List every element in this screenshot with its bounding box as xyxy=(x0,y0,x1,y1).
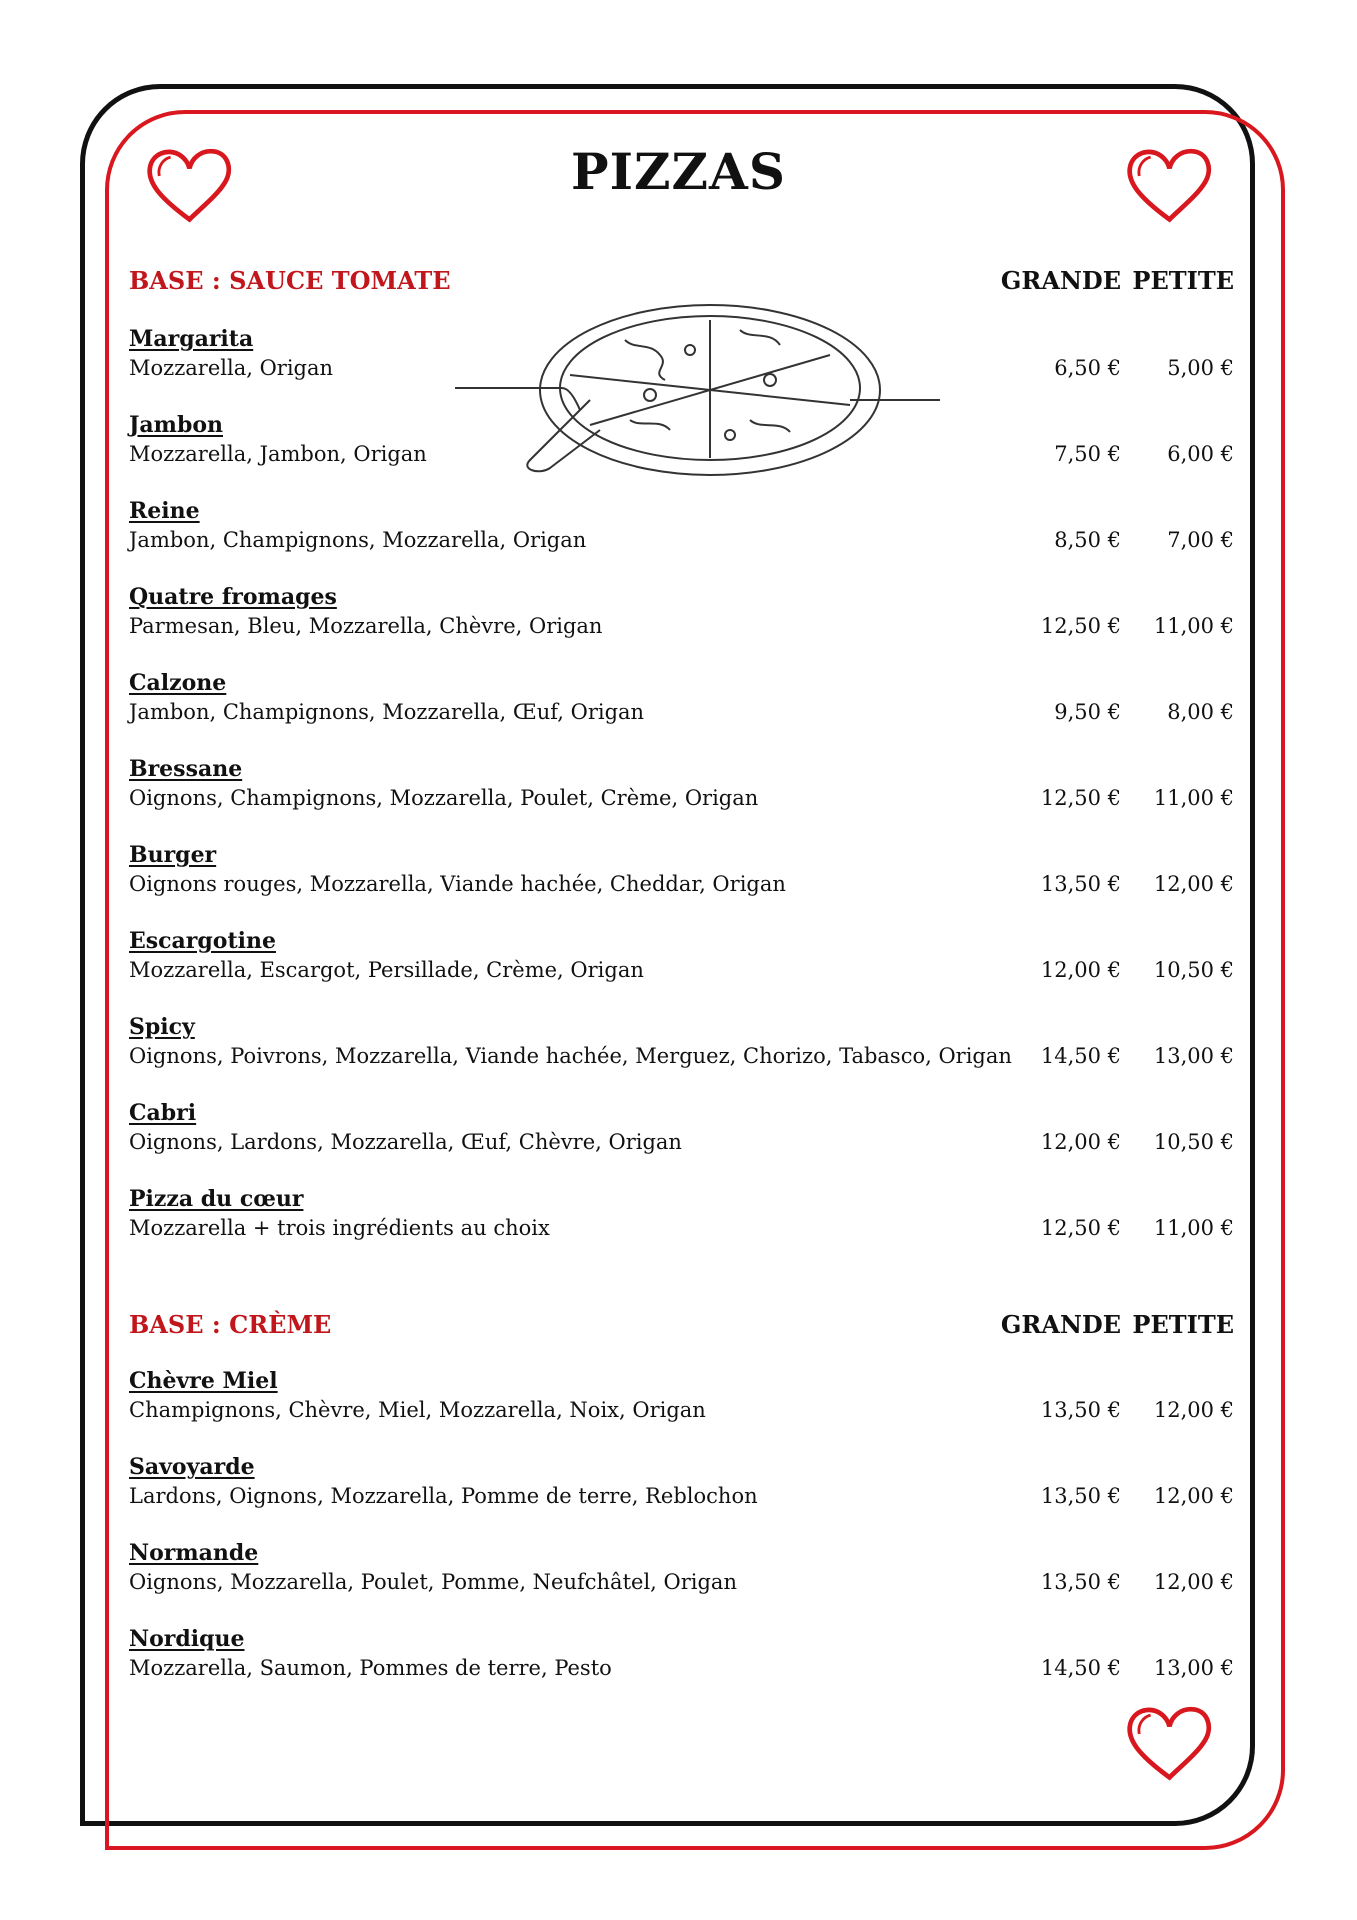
item-name: Reine xyxy=(129,498,200,524)
column-grande-label: GRANDE xyxy=(1000,266,1121,295)
item-desc: Champignons, Chèvre, Miel, Mozzarella, Noix, Origan xyxy=(129,1398,706,1422)
section-base-label: BASE : CRÈME xyxy=(129,1310,332,1339)
item-price-grande: 6,50 € xyxy=(1054,356,1121,380)
item-price-petite: 11,00 € xyxy=(1153,614,1234,638)
section-header-creme xyxy=(129,1310,1234,1346)
menu-item xyxy=(129,1368,1234,1432)
item-desc: Parmesan, Bleu, Mozzarella, Chèvre, Origan xyxy=(129,614,603,638)
item-name: Escargotine xyxy=(129,928,276,954)
item-name: Quatre fromages xyxy=(129,584,337,610)
item-price-grande: 9,50 € xyxy=(1054,700,1121,724)
column-grande-label: GRANDE xyxy=(1000,1310,1121,1339)
item-price-petite: 11,00 € xyxy=(1153,786,1234,810)
item-name: Jambon xyxy=(129,412,223,438)
item-name: Calzone xyxy=(129,670,227,696)
menu-item xyxy=(129,756,1234,820)
item-price-grande: 13,50 € xyxy=(1040,1398,1121,1422)
item-price-petite: 13,00 € xyxy=(1153,1656,1234,1680)
item-desc: Lardons, Oignons, Mozzarella, Pomme de terre, Reblochon xyxy=(129,1484,758,1508)
item-desc: Jambon, Champignons, Mozzarella, Origan xyxy=(129,528,587,552)
section-header-sauce-tomate xyxy=(129,266,1234,302)
menu-item xyxy=(129,498,1234,562)
item-name: Cabri xyxy=(129,1100,197,1126)
item-name: Burger xyxy=(129,842,217,868)
item-name: Chèvre Miel xyxy=(129,1368,278,1394)
menu-item xyxy=(129,584,1234,648)
item-price-petite: 12,00 € xyxy=(1153,872,1234,896)
item-price-petite: 7,00 € xyxy=(1167,528,1234,552)
item-desc: Mozzarella, Saumon, Pommes de terre, Pesto xyxy=(129,1656,612,1680)
item-name: Margarita xyxy=(129,326,254,352)
menu-item xyxy=(129,842,1234,906)
menu-item xyxy=(129,1540,1234,1604)
page-title: PIZZAS xyxy=(571,142,786,201)
item-price-grande: 8,50 € xyxy=(1054,528,1121,552)
item-price-petite: 10,50 € xyxy=(1153,958,1234,982)
item-desc: Oignons, Lardons, Mozzarella, Œuf, Chèvre, Origan xyxy=(129,1130,682,1154)
item-price-grande: 12,50 € xyxy=(1040,1216,1121,1240)
item-name: Normande xyxy=(129,1540,259,1566)
item-desc: Mozzarella, Escargot, Persillade, Crème, Origan xyxy=(129,958,644,982)
item-price-grande: 14,50 € xyxy=(1040,1044,1121,1068)
item-price-petite: 12,00 € xyxy=(1153,1484,1234,1508)
item-name: Bressane xyxy=(129,756,243,782)
item-price-grande: 12,00 € xyxy=(1040,1130,1121,1154)
menu-item xyxy=(129,1454,1234,1518)
item-desc: Oignons, Poivrons, Mozzarella, Viande hachée, Merguez, Chorizo, Tabasco, Origan xyxy=(129,1044,1012,1068)
item-price-grande: 13,50 € xyxy=(1040,1484,1121,1508)
item-price-petite: 5,00 € xyxy=(1167,356,1234,380)
item-price-petite: 8,00 € xyxy=(1167,700,1234,724)
item-name: Pizza du cœur xyxy=(129,1186,304,1212)
column-petite-label: PETITE xyxy=(1132,1310,1234,1339)
section-base-label: BASE : SAUCE TOMATE xyxy=(129,266,451,295)
item-price-petite: 12,00 € xyxy=(1153,1398,1234,1422)
item-price-petite: 13,00 € xyxy=(1153,1044,1234,1068)
menu-item xyxy=(129,412,1234,476)
item-price-grande: 7,50 € xyxy=(1054,442,1121,466)
item-price-petite: 6,00 € xyxy=(1167,442,1234,466)
item-desc: Mozzarella, Origan xyxy=(129,356,334,380)
item-name: Spicy xyxy=(129,1014,195,1040)
item-price-grande: 13,50 € xyxy=(1040,872,1121,896)
item-desc: Mozzarella, Jambon, Origan xyxy=(129,442,427,466)
menu-item xyxy=(129,928,1234,992)
menu-item xyxy=(129,1626,1234,1690)
menu-item xyxy=(129,326,1234,390)
menu-item xyxy=(129,1014,1234,1078)
item-name: Savoyarde xyxy=(129,1454,255,1480)
item-price-petite: 10,50 € xyxy=(1153,1130,1234,1154)
item-price-grande: 12,50 € xyxy=(1040,786,1121,810)
item-desc: Oignons, Champignons, Mozzarella, Poulet, Crème, Origan xyxy=(129,786,759,810)
item-price-petite: 11,00 € xyxy=(1153,1216,1234,1240)
menu-item xyxy=(129,1186,1234,1250)
item-price-petite: 12,00 € xyxy=(1153,1570,1234,1594)
item-name: Nordique xyxy=(129,1626,245,1652)
menu-item xyxy=(129,1100,1234,1164)
column-petite-label: PETITE xyxy=(1132,266,1234,295)
item-price-grande: 14,50 € xyxy=(1040,1656,1121,1680)
item-price-grande: 12,50 € xyxy=(1040,614,1121,638)
item-price-grande: 12,00 € xyxy=(1040,958,1121,982)
item-desc: Jambon, Champignons, Mozzarella, Œuf, Origan xyxy=(129,700,645,724)
item-desc: Oignons, Mozzarella, Poulet, Pomme, Neufchâtel, Origan xyxy=(129,1570,737,1594)
heart-icon xyxy=(1122,1700,1217,1785)
item-desc: Mozzarella + trois ingrédients au choix xyxy=(129,1216,550,1240)
item-price-grande: 13,50 € xyxy=(1040,1570,1121,1594)
menu-item xyxy=(129,670,1234,734)
item-desc: Oignons rouges, Mozzarella, Viande hachée, Cheddar, Origan xyxy=(129,872,786,896)
